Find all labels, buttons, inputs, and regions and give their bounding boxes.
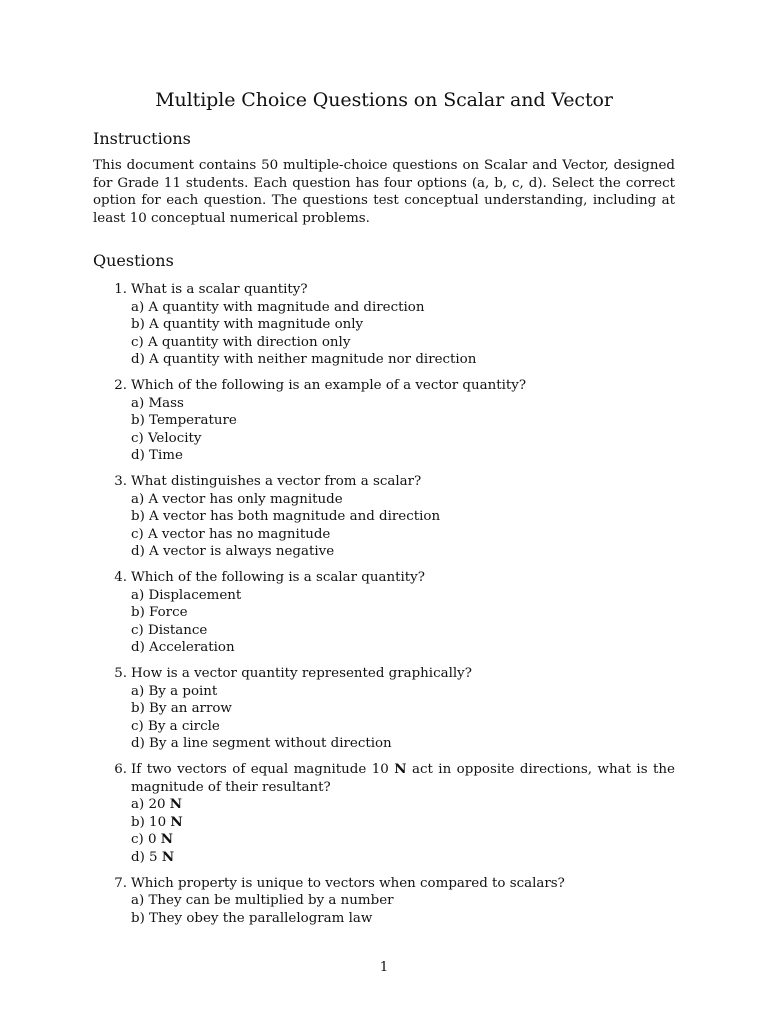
question-number: 6. <box>114 762 127 777</box>
answer-option: a) By a point <box>131 683 218 699</box>
question-item <box>93 761 675 866</box>
question-text-part: If two vectors of equal magnitude 10 <box>131 762 395 777</box>
document-title: Multiple Choice Questions on Scalar and Vector <box>155 89 613 111</box>
answer-option <box>131 831 675 849</box>
answer-option: a) Displacement <box>131 587 242 603</box>
answer-option: c) By a circle <box>131 718 220 734</box>
answer-option: d) Time <box>131 448 183 463</box>
answer-option <box>131 849 675 867</box>
answer-option: a) A quantity with magnitude and direction <box>131 299 425 315</box>
question-text: What is a scalar quantity? <box>131 282 308 297</box>
answer-option: b) They obey the parallelogram law <box>131 910 373 926</box>
question-item <box>93 665 675 753</box>
questions-heading: Questions <box>93 251 174 270</box>
answer-option: a) They can be multiplied by a number <box>131 893 394 908</box>
answer-option: c) A quantity with direction only <box>131 334 351 350</box>
option-label: c) 0 <box>131 832 161 847</box>
question-item <box>93 281 675 369</box>
answer-option: b) A vector has both magnitude and direction <box>131 509 441 524</box>
question-text <box>131 761 675 796</box>
question-number: 4. <box>114 570 127 585</box>
question-number: 1. <box>114 282 127 297</box>
answer-option: c) Velocity <box>131 430 202 446</box>
instructions-heading: Instructions <box>93 129 191 148</box>
answer-option: b) By an arrow <box>131 701 232 716</box>
unit-symbol: N <box>161 848 175 865</box>
answer-option: d) By a line segment without direction <box>131 736 392 751</box>
page-number: 1 <box>379 960 389 975</box>
answer-option: a) A vector has only magnitude <box>131 491 343 507</box>
question-text: How is a vector quantity represented graphically? <box>131 666 472 681</box>
question-number: 7. <box>114 875 127 891</box>
question-text: Which of the following is a scalar quantity? <box>131 570 425 585</box>
unit-symbol: N <box>394 761 407 777</box>
unit-symbol: N <box>169 796 183 812</box>
question-number: 2. <box>114 378 127 393</box>
question-number: 5. <box>114 666 127 681</box>
question-list <box>93 281 675 936</box>
answer-option: d) A quantity with neither magnitude nor direction <box>131 352 477 367</box>
question-text: Which of the following is an example of a vector quantity? <box>131 378 527 393</box>
option-label: d) 5 <box>131 849 162 865</box>
unit-symbol: N <box>160 831 174 847</box>
answer-option: b) Temperature <box>131 413 237 428</box>
answer-option: b) Force <box>131 605 188 620</box>
answer-option: d) Acceleration <box>131 640 235 655</box>
instructions-paragraph: This document contains 50 multiple-choice questions on Scalar and Vector, designed for Grade 11 students. Each question has four options (a, b, c, d). Select the correct option for each question. The questions test conceptual understanding, including at least 10 conceptual numerical problems. <box>93 158 675 226</box>
question-text: Which property is unique to vectors when compared to scalars? <box>131 875 565 891</box>
answer-option <box>131 796 675 814</box>
question-item <box>93 569 675 657</box>
unit-symbol: N <box>170 813 183 830</box>
answer-option: b) A quantity with magnitude only <box>131 317 364 332</box>
answer-option <box>131 814 675 832</box>
answer-option: c) Distance <box>131 622 208 638</box>
answer-option: d) A vector is always negative <box>131 544 335 559</box>
option-label: a) 20 <box>131 797 170 812</box>
question-text-part: act in opposite directions, what is the magnitude of their resultant? <box>131 762 675 795</box>
answer-option: a) Mass <box>131 395 184 411</box>
question-item <box>93 875 675 928</box>
question-text: What distinguishes a vector from a scalar? <box>131 474 422 489</box>
question-item <box>93 377 675 465</box>
answer-option: c) A vector has no magnitude <box>131 526 331 542</box>
question-number: 3. <box>114 474 127 489</box>
option-label: b) 10 <box>131 814 171 830</box>
question-item <box>93 473 675 561</box>
